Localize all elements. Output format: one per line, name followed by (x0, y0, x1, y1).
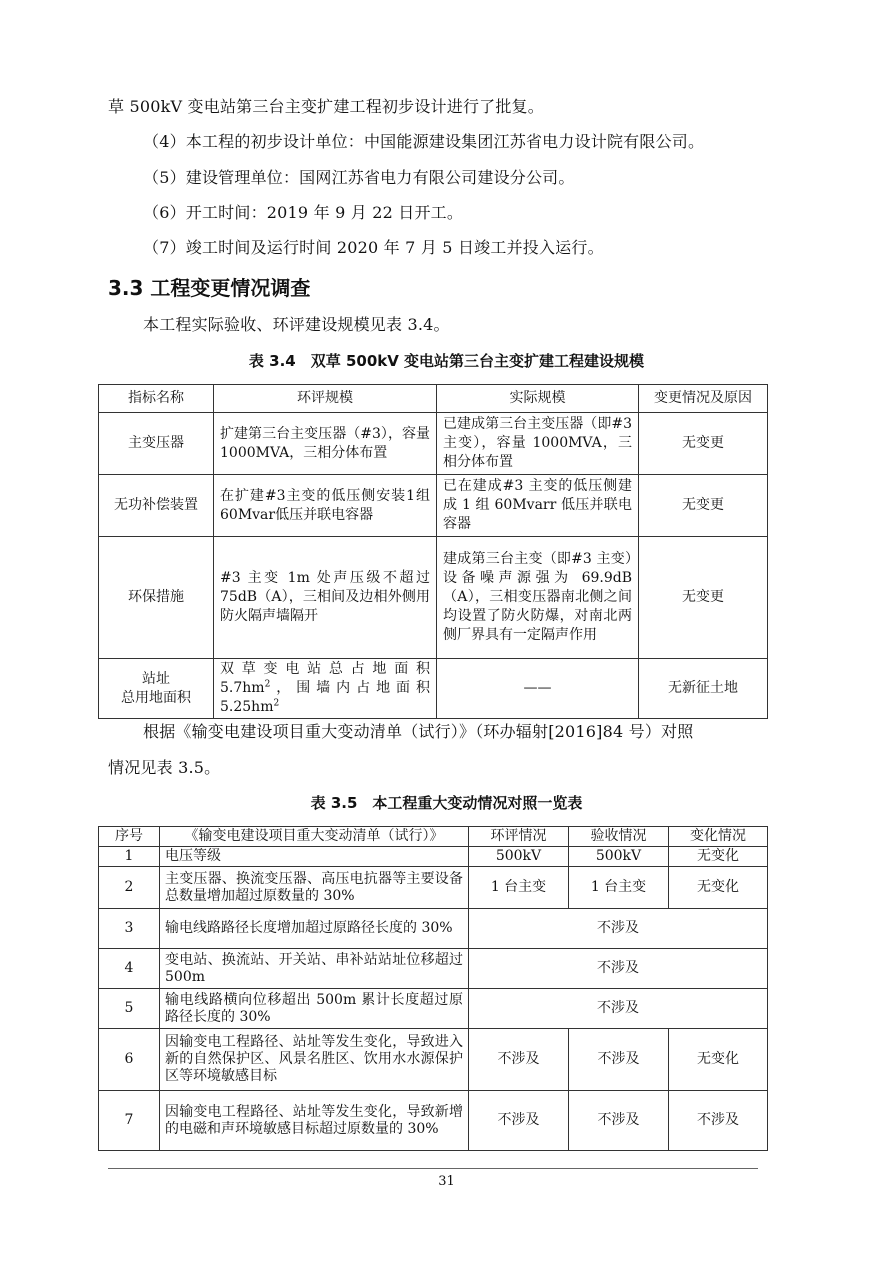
table-cell: 1 (99, 847, 160, 867)
table-row (99, 475, 768, 537)
table-3-5-caption: 表 3.5 本工程重大变动情况对照一览表 (310, 794, 583, 812)
table-row (99, 659, 768, 719)
table-3-4 (98, 384, 768, 719)
header-cell: 环评规模 (214, 385, 437, 413)
table-row (99, 1091, 768, 1151)
table-cell: 主变压器 (99, 413, 214, 475)
cell-line: 站址 (142, 670, 170, 687)
table-cell: 无功补偿装置 (99, 475, 214, 537)
paragraph-completion-date: （7）竣工时间及运行时间 2020 年 7 月 5 日竣工并投入运行。 (143, 238, 604, 257)
header-cell: 《输变电建设项目重大变动清单（试行）》 (160, 827, 469, 847)
table-cell: 无变更 (639, 537, 768, 659)
table-cell: 7 (99, 1091, 160, 1151)
table-cell: 不涉及 (469, 909, 768, 949)
header-cell: 实际规模 (437, 385, 639, 413)
table-cell: 变电站、换流站、开关站、串补站站址位移超过 500m (160, 949, 469, 989)
unit-superscript: 2 (264, 679, 271, 690)
area-value: 5.7hm (220, 680, 265, 696)
table-cell (99, 659, 214, 719)
footer-divider (108, 1168, 758, 1169)
table-row (99, 537, 768, 659)
cell-text: 双 草 变 电 站 总 占 地 面 积 (220, 661, 430, 677)
table-cell: 无变化 (669, 1029, 768, 1091)
table-cell: 无新征土地 (639, 659, 768, 719)
paragraph-management-unit: （5）建设管理单位：国网江苏省电力有限公司建设分公司。 (143, 168, 575, 187)
table-cell: 不涉及 (469, 989, 768, 1029)
table-3-4-caption: 表 3.4 双草 500kV 变电站第三台主变扩建工程建设规模 (248, 352, 645, 370)
table-cell: 4 (99, 949, 160, 989)
table-cell: 输电线路路径长度增加超过原路径长度的 30% (160, 909, 469, 949)
table-cell: 电压等级 (160, 847, 469, 867)
table-cell: 不涉及 (569, 1029, 669, 1091)
table-cell: 因输变电工程路径、站址等发生变化，导致新增的电磁和声环境敏感目标超过原数量的 30% (160, 1091, 469, 1151)
table-row (99, 1029, 768, 1091)
paragraph-start-date: （6）开工时间：2019 年 9 月 22 日开工。 (143, 203, 464, 222)
table-cell: 不涉及 (669, 1091, 768, 1151)
table-cell: 500kV (569, 847, 669, 867)
cell-line: 总用地面积 (121, 689, 191, 706)
header-cell: 变更情况及原因 (639, 385, 768, 413)
table-cell: 2 (99, 867, 160, 909)
table-cell: 在扩建#3主变的低压侧安装1组60Mvar低压并联电容器 (214, 475, 437, 537)
table-cell: 已建成第三台主变压器（即#3 主变），容量 1000MVA，三相分体布置 (437, 413, 639, 475)
table-row (99, 847, 768, 867)
table-cell: —— (437, 659, 639, 719)
table-cell: 不涉及 (569, 1091, 669, 1151)
table-cell (214, 659, 437, 719)
paragraph-table-ref: 本工程实际验收、环评建设规模见表 3.4。 (143, 315, 450, 334)
section-heading: 3.3 工程变更情况调查 (108, 276, 311, 300)
paragraph-approval: 草 500kV 变电站第三台主变扩建工程初步设计进行了批复。 (108, 97, 544, 116)
table-cell: 无变化 (669, 867, 768, 909)
paragraph-design-unit: （4）本工程的初步设计单位：中国能源建设集团江苏省电力设计院有限公司。 (143, 132, 705, 151)
table-row (99, 413, 768, 475)
area-value: 5.25hm (220, 699, 274, 715)
table-row (99, 909, 768, 949)
table-3-5 (98, 826, 768, 1151)
header-cell: 序号 (99, 827, 160, 847)
table-cell: 1 台主变 (569, 867, 669, 909)
table-cell: #3 主变 1m 处声压级不超过 75dB（A），三相间及边相外侧用防火隔声墙隔开 (214, 537, 437, 659)
cell-text: ，围墙内占地面积 (270, 680, 430, 696)
table-cell: 因输变电工程路径、站址等发生变化，导致进入新的自然保护区、风景名胜区、饮用水水源保护区等环境敏感目标 (160, 1029, 469, 1091)
table-row (99, 867, 768, 909)
table-cell: 主变压器、换流变压器、高压电抗器等主要设备总数量增加超过原数量的 30% (160, 867, 469, 909)
table-cell: 5 (99, 989, 160, 1029)
header-cell: 环评情况 (469, 827, 569, 847)
table-cell: 环保措施 (99, 537, 214, 659)
table-header-row (99, 385, 768, 413)
paragraph-reference-line2: 情况见表 3.5。 (108, 758, 221, 777)
table-cell: 已在建成#3 主变的低压侧建成 1 组 60Mvarr 低压并联电容器 (437, 475, 639, 537)
table-cell: 3 (99, 909, 160, 949)
unit-superscript: 2 (273, 698, 280, 709)
table-cell: 不涉及 (469, 949, 768, 989)
paragraph-reference-line1: 根据《输变电建设项目重大变动清单（试行）》（环办辐射[2016]84 号）对照 (143, 722, 694, 741)
table-cell: 无变化 (669, 847, 768, 867)
header-cell: 指标名称 (99, 385, 214, 413)
header-cell: 变化情况 (669, 827, 768, 847)
table-cell: 不涉及 (469, 1091, 569, 1151)
table-cell: 500kV (469, 847, 569, 867)
table-cell: 不涉及 (469, 1029, 569, 1091)
table-row (99, 949, 768, 989)
table-cell: 1 台主变 (469, 867, 569, 909)
table-cell: 输电线路横向位移超出 500m 累计长度超过原路径长度的 30% (160, 989, 469, 1029)
page-number: 31 (438, 1174, 455, 1189)
table-header-row (99, 827, 768, 847)
header-cell: 验收情况 (569, 827, 669, 847)
table-cell: 无变更 (639, 413, 768, 475)
table-row (99, 989, 768, 1029)
table-cell: 扩建第三台主变压器（#3），容量1000MVA，三相分体布置 (214, 413, 437, 475)
table-cell: 6 (99, 1029, 160, 1091)
table-cell: 无变更 (639, 475, 768, 537)
table-cell: 建成第三台主变（即#3 主变）设备噪声源强为 69.9dB（A），三相变压器南北侧之间均设置了防火防爆，对南北两侧厂界具有一定隔声作用 (437, 537, 639, 659)
